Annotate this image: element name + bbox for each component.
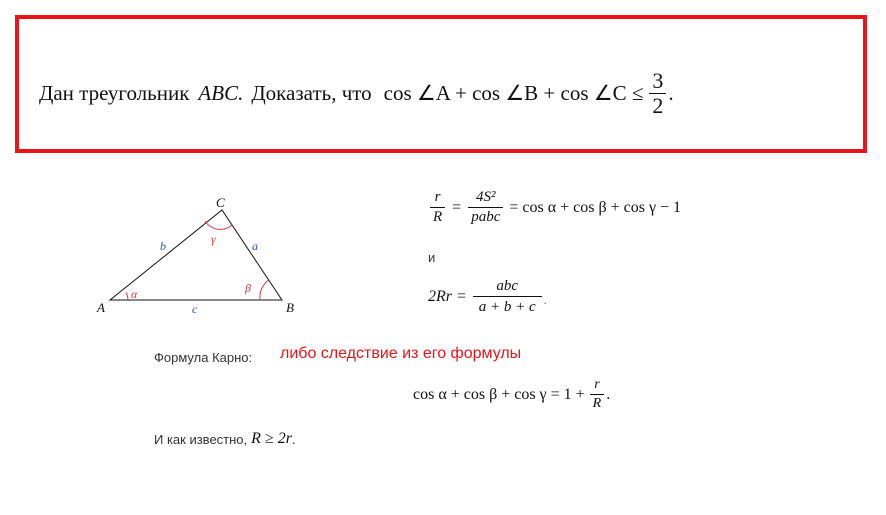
carnot-note: либо следствие из его формулы [280,345,522,362]
angle-gamma-arc [205,221,232,229]
angle-gamma-label: γ [211,232,216,246]
angle-alpha-arc [126,292,128,300]
angle-alpha-label: α [131,287,138,301]
vertex-b-label: B [286,300,294,315]
side-c-label: c [192,302,198,316]
angle-beta-label: β [245,281,251,295]
fraction-numerator: r [594,377,600,392]
equals-sign: = [452,198,462,216]
formula-rhs: = cos α + cos β + cos γ − 1 [509,198,682,216]
and-text: и [428,250,436,265]
fraction-abc-over-sum [473,276,542,317]
fraction-denominator: pabc [468,207,503,227]
final-end: . [291,431,296,447]
problem-intro: Дан треугольник [39,81,190,105]
formula-lhs: 2Rr = [428,287,467,305]
formula-carnot [413,376,610,413]
inequality-lhs: cos ∠A + cos ∠B + cos ∠C ≤ [383,81,644,105]
fraction-numerator: r [434,189,441,205]
fraction-numerator: 3 [652,68,664,93]
final-statement [154,430,296,448]
side-b-label: b [160,239,166,253]
fraction-numerator: 4S² [476,189,496,205]
fraction-denominator: R [590,394,605,413]
formula-r-over-r [428,188,681,227]
fraction-4s2-over-pabc [468,188,503,227]
fraction-denominator: 2 [649,93,666,118]
prove-text: Доказать, что [251,81,372,105]
fraction-r-over-R [430,188,445,227]
fraction-r-over-R [590,376,605,413]
fraction-denominator: R [430,207,445,227]
carnot-label: Формула Карно: [154,350,253,365]
formula-2rr [428,276,547,317]
final-math: R ≥ 2r [251,430,292,447]
final-text: И как известно, [154,431,248,447]
vertex-a-label: A [97,300,105,315]
triangle-name: ABC. [198,81,244,105]
vertex-c-label: C [216,195,225,210]
fraction-denominator: a + b + c [473,296,542,317]
angle-beta-arc [260,280,269,300]
fraction-numerator: abc [496,278,519,294]
formula-end: . [543,293,547,307]
problem-end: . [668,81,674,105]
formula-end: . [606,385,611,403]
side-a-label: a [252,239,258,253]
formula-lhs: cos α + cos β + cos γ = 1 + [413,385,585,403]
